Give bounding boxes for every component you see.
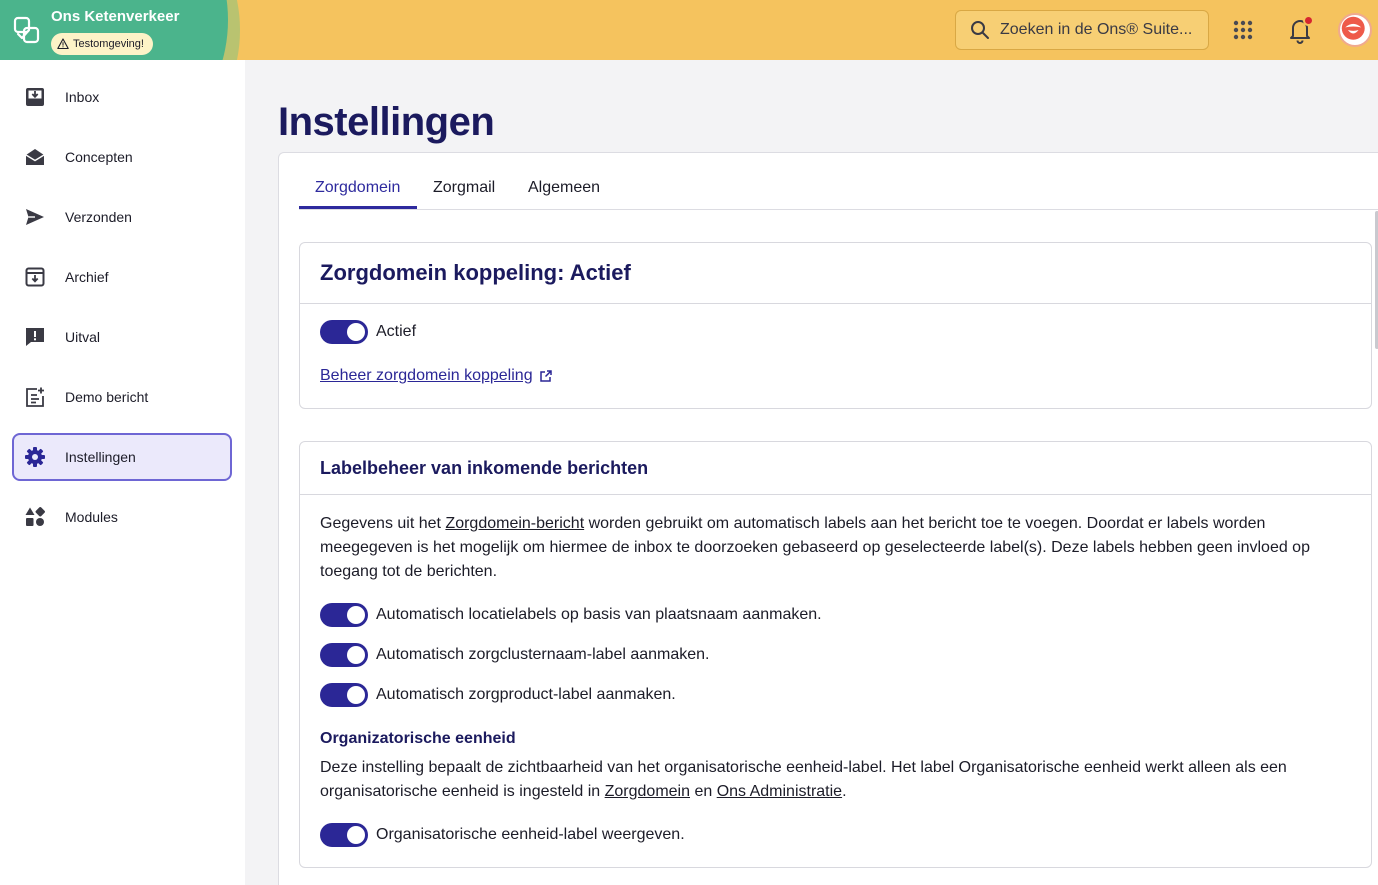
beheer-koppeling-link[interactable]	[320, 367, 553, 385]
sidebar-item-label: Archief	[65, 269, 109, 285]
intro-text-end: worden gebruikt om automatisch labels aan het bericht toe te voegen. Doordat er labels worden meegegeven is het mogelijk om hiermee de inbox te doorzoeken gebaseerd op geselecteerde label(s). Deze labels hebben geen invloed op toegang tot de berichten.	[320, 515, 1310, 580]
org-eenheid-toggle[interactable]	[320, 823, 368, 847]
note-add-icon	[24, 386, 46, 408]
sidebar-item-label: Demo bericht	[65, 389, 149, 405]
org-text-mid: en	[690, 783, 717, 800]
sidebar	[0, 60, 245, 885]
app-title: Ons Ketenverkeer	[51, 8, 180, 25]
search-placeholder: Zoeken in de Ons® Suite...	[1000, 21, 1193, 38]
org-text-end: .	[842, 783, 847, 800]
koppeling-card-title: Zorgdomein koppeling: Actief	[300, 243, 1371, 304]
sidebar-item-label: Modules	[65, 509, 118, 525]
org-eenheid-toggle-label: Organisatorische eenheid-label weergeven.	[376, 826, 685, 843]
zorgproduct-toggle-label: Automatisch zorgproduct-label aanmaken.	[376, 686, 676, 703]
org-eenheid-heading: Organizatorische eenheid	[320, 730, 516, 747]
zorgclusternaam-toggle[interactable]	[320, 643, 368, 667]
apps-grid-icon[interactable]	[1231, 18, 1255, 42]
koppeling-card	[299, 242, 1372, 409]
koppeling-link-row	[320, 367, 553, 385]
zorgproduct-toggle[interactable]	[320, 683, 368, 707]
labelbeheer-card	[299, 441, 1372, 868]
user-avatar-icon	[1340, 15, 1370, 45]
archive-icon	[24, 266, 46, 288]
org-eenheid-toggle-row	[320, 823, 685, 847]
external-link-icon	[539, 369, 553, 383]
alert-message-icon	[24, 326, 46, 348]
koppeling-toggle-row	[320, 320, 416, 344]
page-title: Instellingen	[278, 100, 495, 144]
sidebar-item-label: Instellingen	[65, 449, 136, 465]
labelbeheer-card-title: Labelbeheer van inkomende berichten	[300, 442, 1371, 495]
ons-administratie-link[interactable]: Ons Administratie	[716, 783, 843, 800]
inbox-icon	[24, 86, 46, 108]
notification-dot	[1303, 15, 1314, 26]
locatielabels-toggle[interactable]	[320, 603, 368, 627]
environment-badge-label: Testomgeving!	[73, 38, 144, 50]
gear-icon	[24, 446, 46, 468]
locatielabels-toggle-label: Automatisch locatielabels op basis van plaatsnaam aanmaken.	[376, 606, 822, 623]
warning-icon	[57, 38, 69, 50]
sidebar-item-inbox[interactable]	[12, 73, 232, 121]
tab-zorgmail[interactable]: Zorgmail	[433, 179, 496, 196]
sidebar-item-demo-bericht[interactable]	[12, 373, 232, 421]
sidebar-item-label: Inbox	[65, 89, 100, 105]
search-icon	[970, 20, 990, 40]
sidebar-item-modules[interactable]	[12, 493, 232, 541]
sidebar-item-label: Concepten	[65, 149, 133, 165]
envelope-open-icon	[24, 146, 46, 168]
top-bar	[0, 0, 1378, 60]
tab-algemeen[interactable]: Algemeen	[528, 179, 601, 196]
tab-bar	[299, 171, 1378, 210]
zorgdomein-link[interactable]: Zorgdomein	[604, 783, 690, 800]
send-icon	[24, 206, 46, 228]
settings-panel	[278, 152, 1378, 885]
org-text-start: Deze instelling bepaalt de zichtbaarheid van het organisatorische eenheid-label. Het label Organisatorische eenheid werkt alleen als een organisatorische eenheid is ingesteld in	[320, 759, 1287, 800]
koppeling-toggle-label: Actief	[376, 323, 417, 340]
locatielabels-toggle-row	[320, 603, 822, 627]
intro-text-start: Gegevens uit het	[320, 515, 446, 532]
sidebar-item-uitval[interactable]	[12, 313, 232, 361]
zorgproduct-toggle-row	[320, 683, 676, 707]
search-input[interactable]	[955, 10, 1209, 50]
brand-area[interactable]	[0, 0, 240, 60]
labelbeheer-intro	[320, 512, 1350, 584]
main-content	[245, 60, 1378, 885]
tab-zorgdomein[interactable]: Zorgdomein	[315, 179, 401, 196]
active-tab-indicator	[299, 206, 417, 209]
sidebar-item-archief[interactable]	[12, 253, 232, 301]
app-logo-icon	[12, 14, 42, 46]
sidebar-item-label: Verzonden	[65, 209, 132, 225]
sidebar-item-verzonden[interactable]	[12, 193, 232, 241]
zorgdomein-bericht-link[interactable]: Zorgdomein-bericht	[445, 515, 585, 532]
sidebar-item-instellingen[interactable]	[12, 433, 232, 481]
sidebar-item-concepten[interactable]	[12, 133, 232, 181]
beheer-koppeling-link-label: Beheer zorgdomein koppeling	[320, 367, 533, 384]
avatar[interactable]	[1338, 13, 1372, 47]
zorgclusternaam-toggle-row	[320, 643, 710, 667]
org-eenheid-description	[320, 756, 1350, 804]
zorgclusternaam-toggle-label: Automatisch zorgclusternaam-label aanmaken.	[376, 646, 710, 663]
koppeling-toggle[interactable]	[320, 320, 368, 344]
environment-badge	[51, 33, 153, 55]
modules-icon	[24, 506, 46, 528]
sidebar-item-label: Uitval	[65, 329, 101, 345]
